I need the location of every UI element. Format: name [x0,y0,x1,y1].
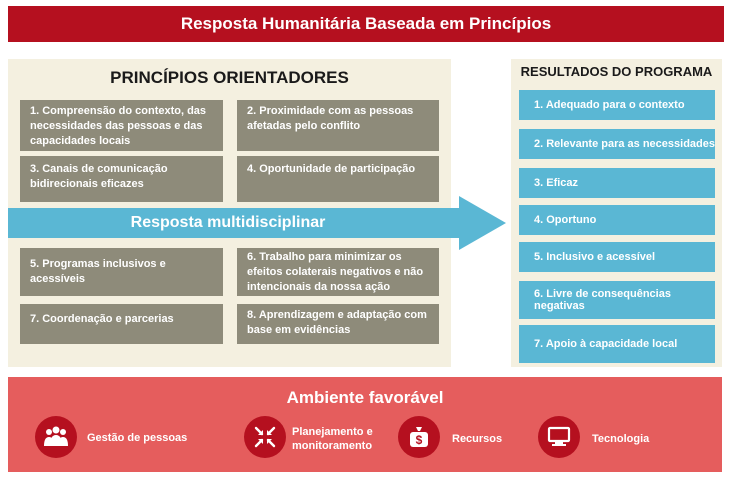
money-bag-icon [398,416,440,458]
result-item-5: 5. Inclusivo e acessível [519,242,715,272]
enabling-environment-heading: Ambiente favorável [286,388,444,407]
principle-box-2: 2. Proximidade com as pessoas afetadas pelo conflito [237,100,439,151]
principle-box-1: 1. Compreensão do contexto, das necessidades das pessoas e das capacidades locais [20,100,223,151]
result-item-4: 4. Oportuno [519,205,715,235]
result-item-7: 7. Apoio à capacidade local [519,325,715,363]
arrow-head-icon [459,196,506,250]
env-label-people: Gestão de pessoas [87,432,188,444]
principle-box-3: 3. Canais de comunicação bidirecionais eficazes [20,156,223,202]
env-label-resources: Recursos [452,433,503,445]
monitor-icon [538,416,580,458]
arrows-inward-icon [244,416,286,458]
result-item-1: 1. Adequado para o contexto [519,90,715,120]
principle-box-8: 8. Aprendizagem e adaptação com base em evidências [237,304,439,344]
title-bar [8,6,724,42]
result-item-3: 3. Eficaz [519,168,715,198]
multidisciplinary-arrow-label: Resposta multidisciplinar [130,214,326,231]
results-heading: RESULTADOS DO PROGRAMA [520,64,713,79]
principles-heading: PRINCÍPIOS ORIENTADORES [110,68,349,87]
env-label-planning: Planejamento e monitoramento [292,426,373,452]
principle-box-5: 5. Programas inclusivos e acessíveis [20,248,223,296]
principle-box-7: 7. Coordenação e parcerias [20,304,223,344]
principle-box-4: 4. Oportunidade de participação [237,156,439,202]
result-item-2: 2. Relevante para as necessidades [519,129,715,159]
env-label-technology: Tecnologia [592,433,650,445]
principle-box-6: 6. Trabalho para minimizar os efeitos colaterais negativos e não intencionais da nossa ação [237,248,439,296]
diagram-title: Resposta Humanitária Baseada em Princípios [180,14,552,33]
svg-text:$: $ [415,433,423,447]
result-item-6: 6. Livre de consequências negativas [519,281,715,319]
people-icon [35,416,77,458]
